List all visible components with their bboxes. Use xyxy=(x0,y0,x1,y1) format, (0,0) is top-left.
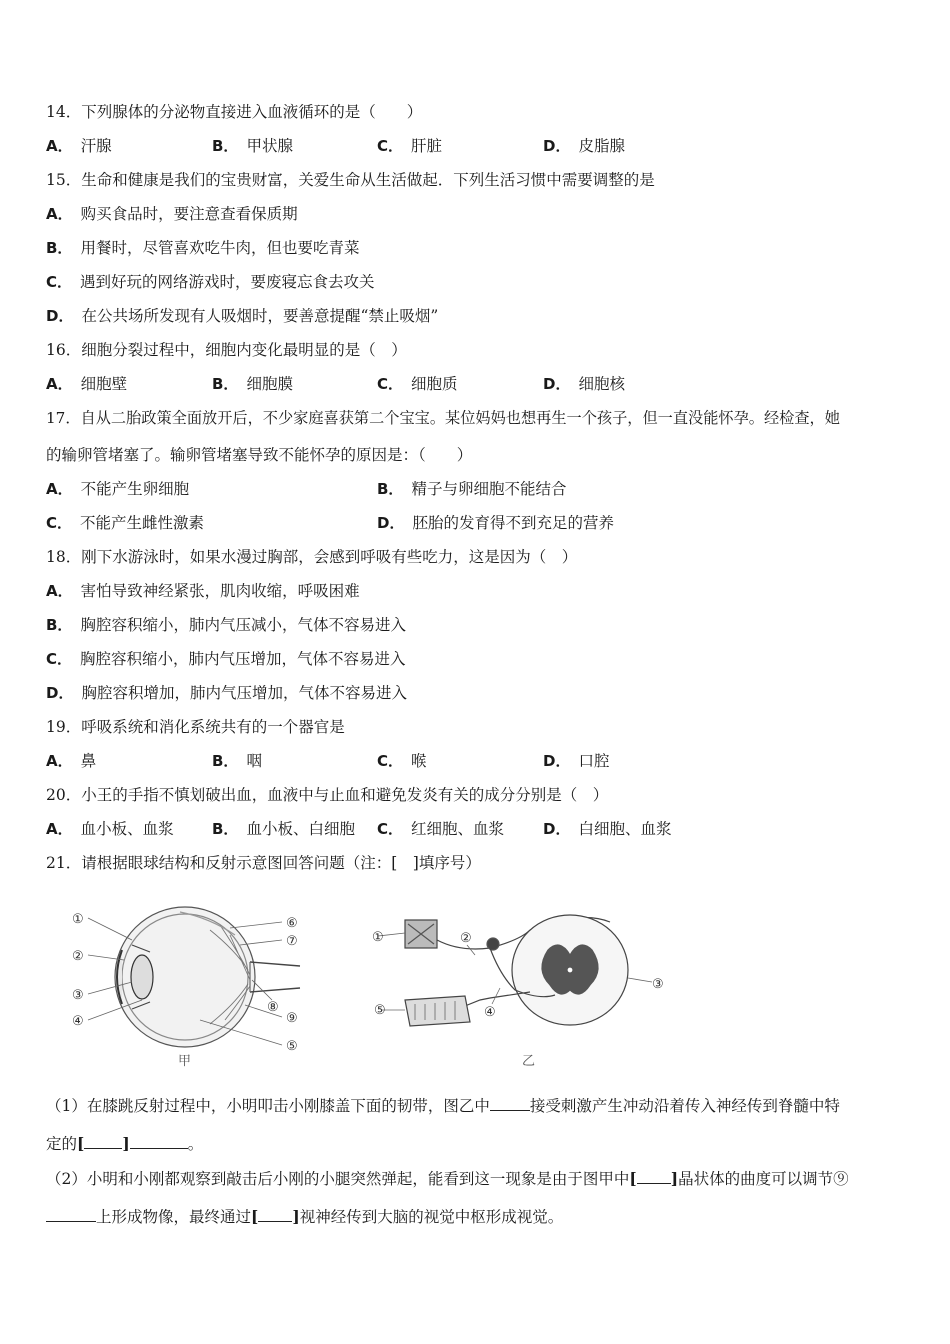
question-19-stem: 19．呼吸系统和消化系统共有的一个器官是 xyxy=(46,718,345,736)
option-d[interactable]: D． 白细胞、血浆 xyxy=(543,820,672,838)
answer-blank[interactable] xyxy=(46,1207,96,1222)
eye-caption: 甲 xyxy=(178,1054,192,1069)
answer-blank[interactable] xyxy=(637,1169,671,1184)
sub-question-1-line2: 定的[ ] 。 xyxy=(46,1134,204,1153)
reflex-arc-diagram xyxy=(405,915,628,1026)
option-c[interactable]: C． 喉 xyxy=(377,752,427,770)
option-b[interactable]: B． 血小板、白细胞 xyxy=(212,820,355,838)
eye-label-4: ④ xyxy=(72,1014,84,1029)
eye-label-9: ⑨ xyxy=(286,1011,298,1026)
option-c[interactable]: C． 胸腔容积缩小，肺内气压增加，气体不容易进入 xyxy=(46,650,406,668)
answer-blank[interactable] xyxy=(258,1207,292,1222)
eye-and-reflex-figure xyxy=(60,900,700,1075)
option-b[interactable]: B． 咽 xyxy=(212,752,262,770)
eye-diagram xyxy=(115,907,300,1047)
question-20-stem: 20．小王的手指不慎划破出血，血液中与止血和避免发炎有关的成分分别是（ ） xyxy=(46,786,609,804)
question-16-stem: 16．细胞分裂过程中，细胞内变化最明显的是（ ） xyxy=(46,341,407,359)
eye-label-7: ⑦ xyxy=(286,934,298,949)
option-c[interactable]: C． 不能产生雌性激素 xyxy=(46,514,205,532)
option-c[interactable]: C． 遇到好玩的网络游戏时，要废寝忘食去攻关 xyxy=(46,273,375,291)
option-d[interactable]: D． 皮脂腺 xyxy=(543,137,625,155)
option-a[interactable]: A． 不能产生卵细胞 xyxy=(46,480,190,498)
option-d[interactable]: D． 在公共场所发现有人吸烟时，要善意提醒“禁止吸烟” xyxy=(46,307,439,325)
sub-question-2-line1: （2）小明和小刚都观察到敲击后小刚的小腿突然弹起，能看到这一现象是由于图甲中[ ]晶状体的曲度可以调节⑨ xyxy=(46,1169,849,1188)
option-b[interactable]: B． 用餐时，尽管喜欢吃牛肉，但也要吃青菜 xyxy=(46,239,360,257)
eye-label-1: ① xyxy=(72,912,84,927)
option-c[interactable]: C． 红细胞、血浆 xyxy=(377,820,505,838)
question-17-stem-cont: 的输卵管堵塞了。输卵管堵塞导致不能怀孕的原因是：（ ） xyxy=(46,446,473,464)
question-14-stem: 14．下列腺体的分泌物直接进入血液循环的是（ ） xyxy=(46,103,423,121)
eye-label-8: ⑧ xyxy=(267,1000,279,1015)
answer-blank[interactable] xyxy=(490,1096,530,1111)
option-b[interactable]: B． 胸腔容积缩小，肺内气压减小，气体不容易进入 xyxy=(46,616,406,634)
option-b[interactable]: B． 甲状腺 xyxy=(212,137,293,155)
eye-label-3: ③ xyxy=(72,988,84,1003)
answer-blank[interactable] xyxy=(84,1134,122,1149)
reflex-label-3: ③ xyxy=(652,977,664,992)
option-a[interactable]: A． 害怕导致神经紧张，肌肉收缩，呼吸困难 xyxy=(46,582,360,600)
question-18-stem: 18．刚下水游泳时，如果水漫过胸部，会感到呼吸有些吃力，这是因为（ ） xyxy=(46,548,578,566)
eye-label-5: ⑤ xyxy=(286,1039,298,1054)
reflex-label-5: ⑤ xyxy=(374,1003,386,1018)
option-a[interactable]: A． 细胞壁 xyxy=(46,375,128,393)
option-d[interactable]: D． 口腔 xyxy=(543,752,610,770)
option-b[interactable]: B． 细胞膜 xyxy=(212,375,293,393)
option-d[interactable]: D． 胸腔容积增加，肺内气压增加，气体不容易进入 xyxy=(46,684,407,702)
reflex-label-4: ④ xyxy=(484,1005,496,1020)
question-17-stem: 17．自从二胎政策全面放开后，不少家庭喜获第二个宝宝。某位妈妈也想再生一个孩子，但一直没能怀孕。经检查，她 xyxy=(46,409,840,427)
eye-label-2: ② xyxy=(72,949,84,964)
option-a[interactable]: A． 汗腺 xyxy=(46,137,112,155)
option-d[interactable]: D． 细胞核 xyxy=(543,375,625,393)
sub-question-1-line1: （1）在膝跳反射过程中，小明叩击小刚膝盖下面的韧带，图乙中 接受刺激产生冲动沿着传入神经传到脊髓中特 xyxy=(46,1097,840,1115)
reflex-caption: 乙 xyxy=(522,1054,536,1069)
sub-question-2-line2: 上形成物像，最终通过[ ]视神经传到大脑的视觉中枢形成视觉。 xyxy=(46,1206,563,1228)
option-d[interactable]: D． 胚胎的发育得不到充足的营养 xyxy=(377,514,614,532)
option-b[interactable]: B． 精子与卵细胞不能结合 xyxy=(377,480,567,498)
option-c[interactable]: C． 肝脏 xyxy=(377,137,443,155)
option-a[interactable]: A． 购买食品时，要注意查看保质期 xyxy=(46,205,298,223)
eye-label-6: ⑥ xyxy=(286,916,298,931)
option-a[interactable]: A． 鼻 xyxy=(46,752,97,770)
answer-blank[interactable] xyxy=(130,1134,188,1149)
reflex-label-2: ② xyxy=(460,931,472,946)
question-15-stem: 15．生命和健康是我们的宝贵财富，关爱生命从生活做起．下列生活习惯中需要调整的是 xyxy=(46,171,655,189)
option-a[interactable]: A． 血小板、血浆 xyxy=(46,820,174,838)
question-21-stem: 21．请根据眼球结构和反射示意图回答问题（注：[ ]填序号） xyxy=(46,854,481,872)
option-c[interactable]: C． 细胞质 xyxy=(377,375,458,393)
reflex-label-1: ① xyxy=(372,930,384,945)
